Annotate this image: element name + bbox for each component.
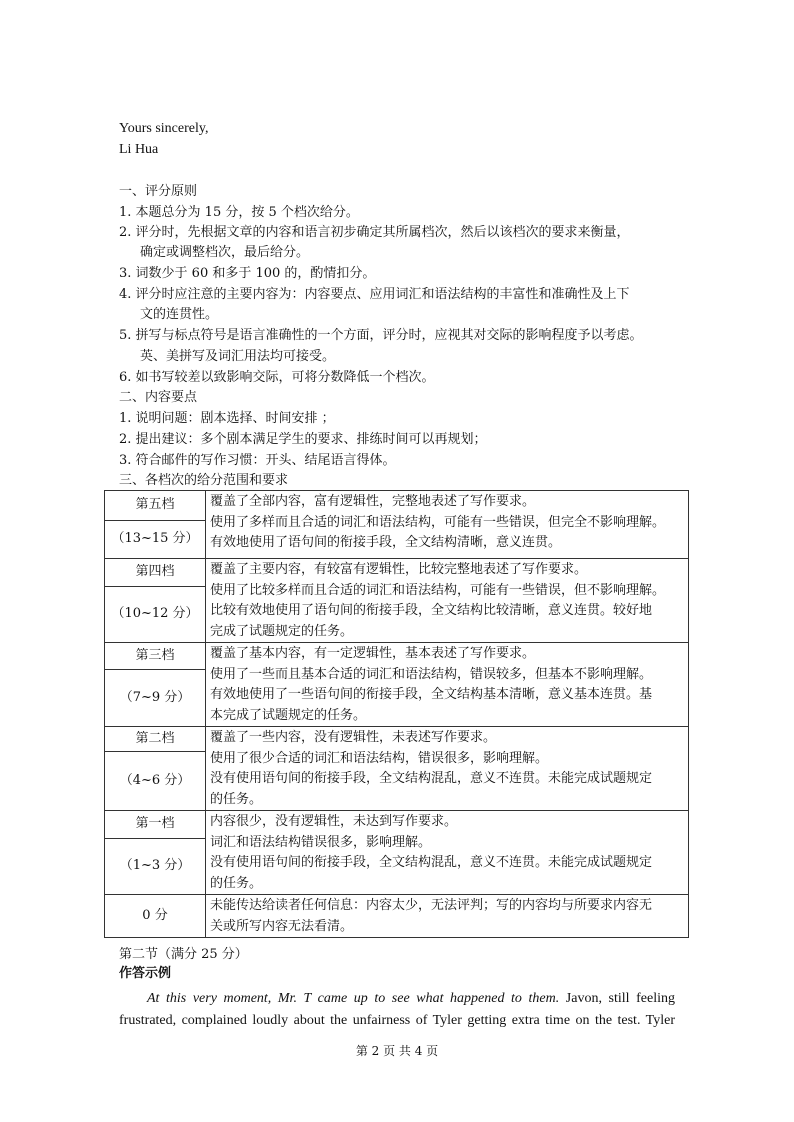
table-row [105, 491, 689, 521]
grade-criterion: 使用了很少合适的词汇和语法结构，错误很多，影响理解。 [210, 750, 549, 766]
grade-level: 第五档 [105, 491, 206, 521]
grade-criterion: 本完成了试题规定的任务。 [210, 707, 367, 723]
grade-criterion: 覆盖了一些内容，没有逻辑性，未表述写作要求。 [210, 730, 497, 745]
table-row [105, 559, 689, 587]
grade-criterion: 没有使用语句间的衔接手段，全文结构混乱，意义不连贯。未能完成试题规定 [210, 855, 653, 870]
grade-criterion: 的任务。 [210, 875, 263, 891]
principle-item: 5. 拼写与标点符号是语言准确性的一个方面，评分时，应视其对交际的影响程度予以考虑。 [119, 328, 643, 343]
grade-criterion: 比较有效地使用了语句间的衔接手段，全文结构比较清晰，意义连贯。较好地 [210, 603, 653, 618]
grade-criterion: 完成了试题规定的任务。 [210, 623, 354, 639]
principle-item-continued: 文的连贯性。 [140, 307, 219, 322]
grade-criterion: 覆盖了基本内容，有一定逻辑性，基本表述了写作要求。 [210, 646, 536, 661]
grade-level: 第四档 [105, 559, 206, 587]
principle-item-continued: 确定或调整档次，最后给分。 [140, 245, 310, 260]
sample-label: 作答示例 [119, 966, 172, 981]
grade-criterion: 没有使用语句间的衔接手段，全文结构混乱，意义不连贯。未能完成试题规定 [210, 771, 653, 786]
principle-item: 6. 如书写较差以致影响交际，可将分数降低一个档次。 [119, 370, 435, 385]
grade-description [206, 811, 689, 895]
grade-criterion: 使用了一些而且基本合适的词汇和语法结构，错误较多，但基本不影响理解。 [210, 666, 653, 682]
principle-item: 3. 词数少于 60 和多于 100 的，酌情扣分。 [119, 266, 376, 281]
principle-item-continued: 英、美拼写及词汇用法均可接受。 [140, 349, 336, 364]
grade-description [206, 895, 689, 938]
sample-paragraph-line [119, 988, 675, 1010]
grade-level: 第一档 [105, 811, 206, 839]
grade-criterion: 使用了多样而且合适的词汇和语法结构，可能有一些错误，但完全不影响理解。 [210, 514, 666, 530]
table-row [105, 727, 689, 752]
point-item: 2. 提出建议：多个剧本满足学生的要求、排练时间可以再规划； [119, 432, 487, 447]
principles-heading: 一、评分原则 [119, 184, 198, 199]
grade-description [206, 491, 689, 559]
grade-criterion: 内容很少，没有逻辑性，未达到写作要求。 [210, 814, 458, 829]
grade-description [206, 559, 689, 643]
grade-criterion: 使用了比较多样而且合适的词汇和语法结构，可能有一些错误，但不影响理解。 [210, 582, 666, 598]
closing-name: Li Hua [119, 142, 159, 157]
grade-range: （13~15 分） [105, 521, 206, 559]
sample-sentence: Javon, still feeling [559, 991, 675, 1006]
grade-criterion: 覆盖了主要内容，有较富有逻辑性，比较完整地表述了写作要求。 [210, 562, 588, 577]
page-footer: 第 2 页 共 4 页 [355, 1044, 439, 1058]
sample-paragraph-line: frustrated, complained loudly about the unfairness of Tyler getting extra time on the test. Tyler [119, 1013, 675, 1028]
point-item: 3. 符合邮件的写作习惯：开头、结尾语言得体。 [119, 453, 396, 468]
grade-criterion: 覆盖了全部内容，富有逻辑性，完整地表述了写作要求。 [210, 494, 536, 509]
grade-range: （10~12 分） [105, 587, 206, 643]
grade-range: （7~9 分） [105, 669, 206, 726]
grade-description [206, 727, 689, 811]
sample-italic-sentence: At this very moment, Mr. T came up to see what happened to them. [147, 991, 560, 1006]
point-item: 1. 说明问题：剧本选择、时间安排 ； [119, 411, 335, 426]
grade-description [206, 643, 689, 727]
grade-range: （1~3 分） [105, 839, 206, 895]
grade-criterion: 关或所写内容无法看清。 [210, 918, 354, 934]
grade-criterion: 词汇和语法结构错误很多，影响理解。 [210, 834, 432, 850]
points-heading: 二、内容要点 [119, 390, 198, 405]
grading-table [104, 490, 689, 938]
principle-item: 2. 评分时，先根据文章的内容和语言初步确定其所属档次，然后以该档次的要求来衡量， [119, 225, 630, 240]
grade-range: （4~6 分） [105, 751, 206, 810]
grades-heading: 三、各档次的给分范围和要求 [119, 473, 289, 488]
grade-criterion: 有效地使用了一些语句间的衔接手段，全文结构基本清晰，意义基本连贯。基 [210, 687, 653, 702]
closing-salutation: Yours sincerely, [119, 121, 209, 136]
principle-item: 4. 评分时应注意的主要内容为：内容要点、应用词汇和语法结构的丰富性和准确性及上下 [119, 287, 630, 302]
table-row [105, 643, 689, 670]
table-row [105, 811, 689, 839]
principle-item: 1. 本题总分为 15 分，按 5 个档次给分。 [119, 205, 359, 220]
grade-level: 第三档 [105, 643, 206, 670]
grade-criterion: 未能传达给读者任何信息：内容太少，无法评判；写的内容均与所要求内容无 [210, 898, 653, 913]
grade-criterion: 有效地使用了语句间的衔接手段，全文结构清晰，意义连贯。 [210, 535, 562, 550]
grade-level: 第二档 [105, 727, 206, 752]
section-heading: 第二节（满分 25 分） [119, 947, 248, 962]
table-row [105, 895, 689, 938]
grade-criterion: 的任务。 [210, 791, 263, 807]
grade-level: 0 分 [105, 895, 206, 938]
